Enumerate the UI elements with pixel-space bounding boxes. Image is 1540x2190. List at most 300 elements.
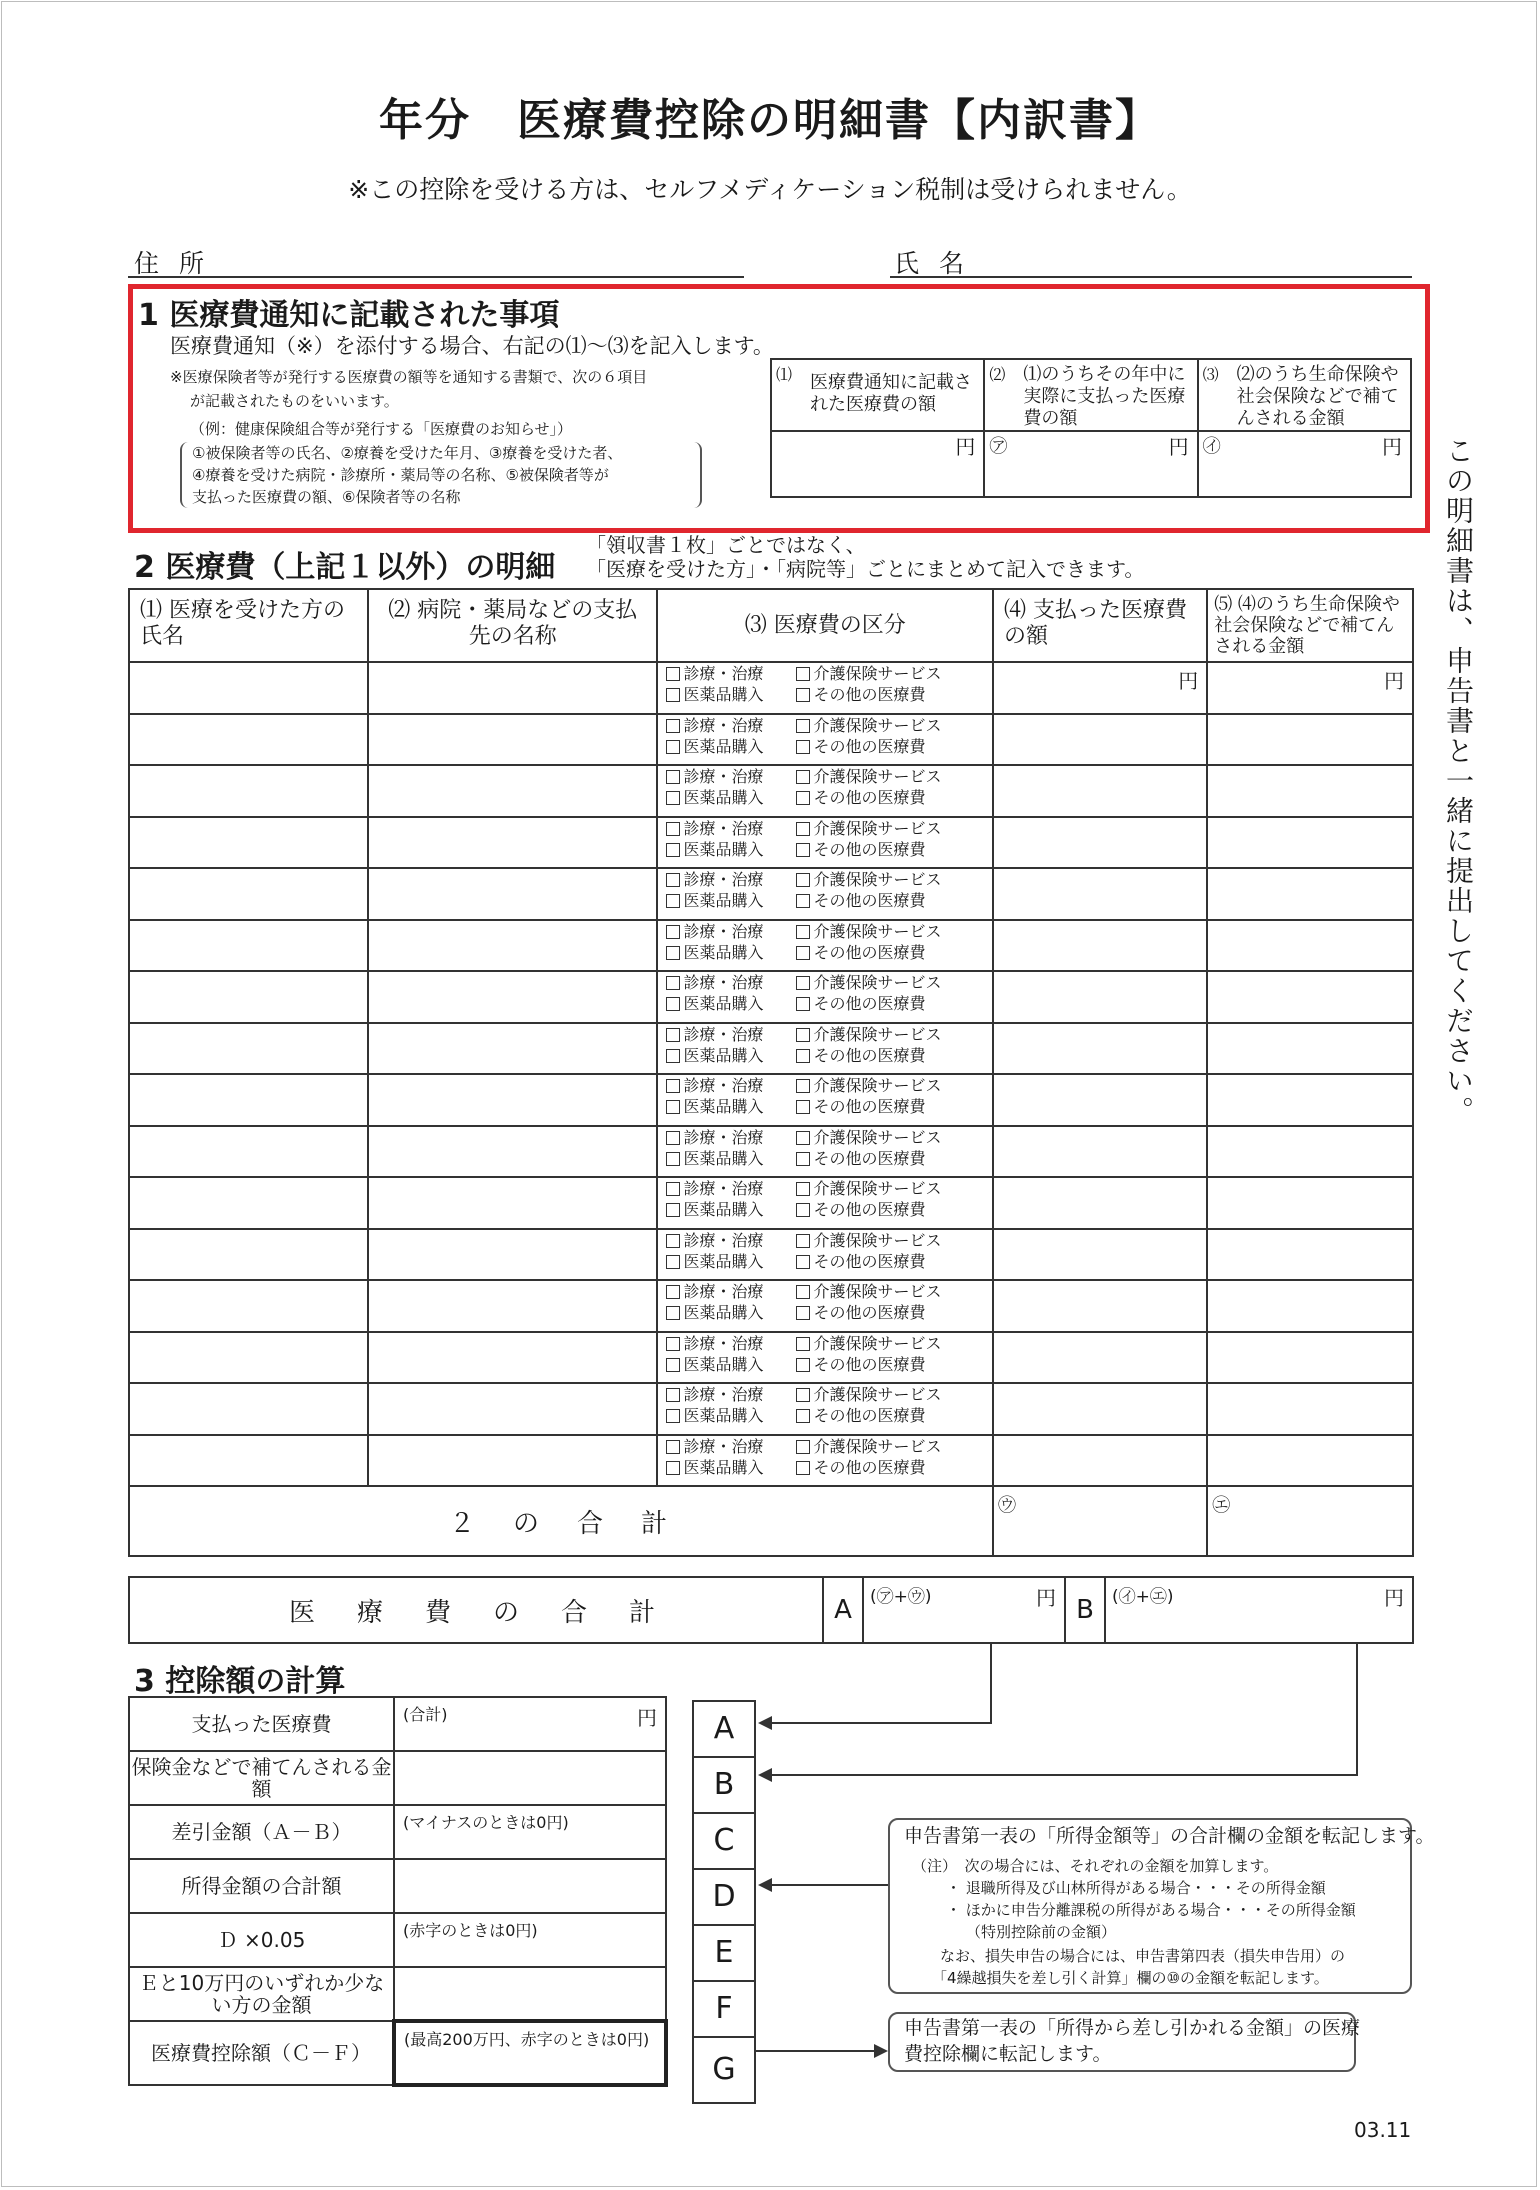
category-option[interactable]: [666, 1179, 763, 1198]
table-row: [129, 1177, 1413, 1229]
payee-name-cell[interactable]: [368, 1435, 657, 1487]
category-option[interactable]: [796, 716, 941, 735]
covered-amount-cell[interactable]: [1207, 1229, 1413, 1281]
checkbox-icon[interactable]: [666, 1440, 680, 1454]
paid-amount-cell[interactable]: [993, 765, 1207, 817]
table-row: [129, 1126, 1413, 1178]
category-label: 診療・治療: [683, 767, 764, 786]
checkbox-icon[interactable]: [796, 770, 810, 784]
grand-total-formula-a: (㋐+㋒): [870, 1587, 932, 1607]
category-option[interactable]: [666, 1385, 763, 1404]
table-row: [129, 714, 1413, 766]
patient-name-cell[interactable]: [129, 1383, 368, 1435]
category-option[interactable]: [796, 870, 941, 889]
category-label: 介護保険サービス: [813, 1024, 942, 1044]
checkbox-icon[interactable]: [796, 946, 810, 960]
category-label: 介護保険サービス: [813, 818, 942, 838]
category-label: 医薬品購入: [683, 994, 764, 1013]
checkbox-icon[interactable]: [666, 1409, 680, 1423]
patient-name-cell[interactable]: [129, 920, 368, 972]
checkbox-icon[interactable]: [666, 1337, 680, 1351]
covered-amount-cell[interactable]: [1207, 868, 1413, 920]
form-version: 03.11: [1354, 2118, 1412, 2142]
payee-name-cell[interactable]: [368, 1280, 657, 1332]
patient-name-cell[interactable]: [129, 1332, 368, 1384]
patient-name-cell[interactable]: [129, 1280, 368, 1332]
patient-name-cell[interactable]: [129, 1023, 368, 1075]
checkbox-icon[interactable]: [796, 894, 810, 908]
calc-row-hint: (マイナスのときは0円): [403, 1813, 569, 1832]
checkbox-icon[interactable]: [796, 688, 810, 702]
checkbox-icon[interactable]: [666, 1079, 680, 1093]
checkbox-icon[interactable]: [666, 843, 680, 857]
covered-amount-cell[interactable]: [1207, 1280, 1413, 1332]
category-option[interactable]: [796, 819, 941, 838]
calc-row-value[interactable]: [394, 2021, 666, 2085]
category-label: その他の医療費: [813, 1354, 926, 1374]
calc-row-hint: (合計): [403, 1705, 448, 1724]
category-option[interactable]: [666, 1200, 763, 1219]
checkbox-icon[interactable]: [796, 1255, 810, 1269]
category-option[interactable]: [796, 1303, 925, 1322]
category-option[interactable]: [796, 1437, 941, 1456]
category-option[interactable]: [796, 1046, 925, 1065]
connector-b-horizontal: [770, 1774, 1358, 1776]
checkbox-icon[interactable]: [796, 1131, 810, 1145]
s2-col1-header: ⑴ 医療を受けた方の氏名: [129, 589, 368, 662]
checkbox-icon[interactable]: [796, 822, 810, 836]
calc-row: [129, 1967, 666, 2021]
section1-note1: ※医療保険者等が発行する医療費の額等を通知する書類で、次の６項目: [170, 368, 648, 386]
calc-letter: C: [694, 1814, 754, 1870]
paid-amount-cell[interactable]: [993, 1126, 1207, 1178]
category-label: その他の医療費: [813, 1251, 926, 1271]
checkbox-icon[interactable]: [666, 1049, 680, 1063]
checkbox-icon[interactable]: [796, 791, 810, 805]
patient-name-cell[interactable]: [129, 662, 368, 714]
covered-amount-cell[interactable]: [1207, 920, 1413, 972]
category-label: 介護保険サービス: [813, 664, 942, 683]
grand-total-b-yen: 円: [1384, 1586, 1404, 1610]
paid-amount-cell[interactable]: [993, 662, 1207, 714]
patient-name-cell[interactable]: [129, 1074, 368, 1126]
category-option[interactable]: [666, 1355, 763, 1374]
category-label: 医薬品購入: [683, 839, 764, 859]
covered-amount-cell[interactable]: [1207, 817, 1413, 869]
category-option[interactable]: [796, 922, 941, 941]
s1-col1-label: 医療費通知に記載された医療費の額: [810, 372, 972, 415]
category-label: 医薬品購入: [683, 1200, 764, 1219]
calc-row-hint: (赤字のときは0円): [403, 1921, 538, 1940]
checkbox-icon[interactable]: [796, 1152, 810, 1166]
calc-row-hint: (最高200万円、赤字のときは0円): [404, 2030, 650, 2049]
category-option[interactable]: [796, 1458, 925, 1477]
checkbox-icon[interactable]: [796, 1028, 810, 1042]
payee-name-cell[interactable]: [368, 662, 657, 714]
category-option[interactable]: [796, 1179, 941, 1198]
checkbox-icon[interactable]: [796, 976, 810, 990]
section3-heading: 3 控除額の計算: [134, 1664, 346, 1699]
category-label: 医薬品購入: [683, 685, 764, 704]
checkbox-icon[interactable]: [796, 1306, 810, 1320]
category-option[interactable]: [796, 1355, 925, 1374]
category-option[interactable]: [796, 1406, 925, 1425]
patient-name-cell[interactable]: [129, 714, 368, 766]
checkbox-icon[interactable]: [796, 1388, 810, 1402]
payee-name-cell[interactable]: [368, 1177, 657, 1229]
category-option[interactable]: [796, 1128, 941, 1147]
category-label: 介護保険サービス: [813, 1385, 942, 1404]
paid-amount-cell[interactable]: [993, 971, 1207, 1023]
category-option[interactable]: [796, 840, 925, 859]
calc-row-value[interactable]: [394, 1859, 666, 1913]
s2-mark-u: ㋒: [997, 1495, 1016, 1516]
s1-col2-label: ⑴のうちその年中に実際に支払った医療費の額: [1023, 364, 1186, 429]
category-option[interactable]: [796, 1252, 925, 1271]
payee-name-cell[interactable]: [368, 1229, 657, 1281]
s2-col4-header: ⑷ 支払った医療費の額: [993, 589, 1207, 662]
category-option[interactable]: [666, 664, 763, 683]
checkbox-icon[interactable]: [666, 740, 680, 754]
checkbox-icon[interactable]: [796, 667, 810, 681]
category-option[interactable]: [666, 737, 763, 756]
calc-row: [129, 2021, 666, 2085]
calc-row-value[interactable]: [394, 1697, 666, 1751]
checkbox-icon[interactable]: [666, 1131, 680, 1145]
checkbox-icon[interactable]: [666, 688, 680, 702]
note-g-line2: 費控除欄に転記します。: [904, 2043, 1112, 2065]
category-option[interactable]: [796, 891, 925, 910]
payee-name-cell[interactable]: [368, 817, 657, 869]
calc-row-value[interactable]: [394, 1913, 666, 1967]
category-label: 診療・治療: [683, 973, 764, 992]
covered-amount-cell[interactable]: [1207, 1074, 1413, 1126]
calc-row: [129, 1859, 666, 1913]
checkbox-icon[interactable]: [666, 1028, 680, 1042]
category-option[interactable]: [796, 943, 925, 962]
category-option[interactable]: [796, 767, 941, 786]
connector-b-vertical: [1356, 1644, 1358, 1776]
category-label: 診療・治療: [683, 664, 764, 683]
grand-total-letter-b: B: [1065, 1577, 1105, 1643]
category-option[interactable]: [666, 1128, 763, 1147]
category-option[interactable]: [666, 1149, 763, 1168]
checkbox-icon[interactable]: [666, 1285, 680, 1299]
category-label: その他の医療費: [813, 1303, 926, 1322]
category-option[interactable]: [796, 664, 941, 683]
category-option[interactable]: [666, 767, 763, 786]
side-instruction: この明細書は、申告書と一緒に提出してください。: [1442, 436, 1475, 1126]
patient-name-cell[interactable]: [129, 765, 368, 817]
checkbox-icon[interactable]: [796, 1182, 810, 1196]
covered-amount-cell[interactable]: [1207, 1435, 1413, 1487]
checkbox-icon[interactable]: [666, 667, 680, 681]
payee-name-cell[interactable]: [368, 765, 657, 817]
grand-total-a-cell[interactable]: [863, 1577, 1065, 1643]
calc-row-label: 医療費控除額（Ｃ－Ｆ）: [129, 2021, 394, 2085]
section2-table: [128, 588, 1414, 1557]
paid-amount-cell[interactable]: [993, 1074, 1207, 1126]
checkbox-icon[interactable]: [796, 1358, 810, 1372]
checkbox-icon[interactable]: [666, 976, 680, 990]
category-cell: [657, 1229, 993, 1281]
payee-name-cell[interactable]: [368, 1332, 657, 1384]
checkbox-icon[interactable]: [666, 1388, 680, 1402]
checkbox-icon[interactable]: [796, 1049, 810, 1063]
category-option[interactable]: [666, 922, 763, 941]
grand-total-b-cell[interactable]: [1105, 1577, 1413, 1643]
payee-name-cell[interactable]: [368, 1383, 657, 1435]
checkbox-icon[interactable]: [666, 1358, 680, 1372]
category-option[interactable]: [796, 1149, 925, 1168]
patient-name-cell[interactable]: [129, 971, 368, 1023]
category-option[interactable]: [666, 1406, 763, 1425]
category-option[interactable]: [666, 1252, 763, 1271]
checkbox-icon[interactable]: [666, 770, 680, 784]
section1-note3: （例：健康保険組合等が発行する「医療費のお知らせ」）: [190, 420, 573, 438]
patient-name-cell[interactable]: [129, 1229, 368, 1281]
calc-row-label: Ｅと10万円のいずれか少ない方の金額: [129, 1967, 394, 2021]
payee-name-cell[interactable]: [368, 1126, 657, 1178]
category-option[interactable]: [666, 1282, 763, 1301]
covered-amount-cell[interactable]: [1207, 714, 1413, 766]
paid-amount-cell[interactable]: [993, 920, 1207, 972]
covered-amount-cell[interactable]: [1207, 1023, 1413, 1075]
patient-name-cell[interactable]: [129, 817, 368, 869]
checkbox-icon[interactable]: [796, 925, 810, 939]
payee-name-cell[interactable]: [368, 868, 657, 920]
paid-amount-cell[interactable]: [993, 868, 1207, 920]
category-label: 介護保険サービス: [813, 715, 942, 735]
table-row: [129, 817, 1413, 869]
calc-row: [129, 1697, 666, 1751]
payee-name-cell[interactable]: [368, 714, 657, 766]
connector-a-horizontal: [770, 1722, 992, 1724]
section1-items-line3: 支払った医療費の額、⑥保険者等の名称: [192, 488, 461, 506]
paid-amount-cell[interactable]: [993, 714, 1207, 766]
calc-row-value[interactable]: [394, 1751, 666, 1805]
category-option[interactable]: [666, 788, 763, 807]
category-label: その他の医療費: [813, 1148, 926, 1168]
calc-row-value[interactable]: [394, 1805, 666, 1859]
checkbox-icon[interactable]: [666, 946, 680, 960]
category-option[interactable]: [796, 1282, 941, 1301]
category-label: 介護保険サービス: [813, 1127, 942, 1147]
paid-amount-cell[interactable]: [993, 1023, 1207, 1075]
checkbox-icon[interactable]: [796, 1100, 810, 1114]
category-option[interactable]: [796, 788, 925, 807]
payee-name-cell[interactable]: [368, 971, 657, 1023]
page-title: 年分 医療費控除の明細書【内訳書】: [379, 95, 1161, 146]
checkbox-icon[interactable]: [666, 873, 680, 887]
section3-letter-column: [692, 1700, 756, 2104]
category-option[interactable]: [796, 1025, 941, 1044]
connector-d: [770, 1884, 888, 1886]
section1-instruction: 医療費通知（※）を添付する場合、右記の⑴〜⑶を記入します。: [170, 334, 774, 358]
checkbox-icon[interactable]: [796, 1203, 810, 1217]
category-option[interactable]: [666, 716, 763, 735]
checkbox-icon[interactable]: [666, 1234, 680, 1248]
category-option[interactable]: [796, 1385, 941, 1404]
checkbox-icon[interactable]: [796, 1409, 810, 1423]
paid-amount-cell[interactable]: [993, 1435, 1207, 1487]
checkbox-icon[interactable]: [666, 791, 680, 805]
checkbox-icon[interactable]: [666, 1255, 680, 1269]
category-option[interactable]: [666, 1458, 763, 1477]
covered-amount-cell[interactable]: [1207, 765, 1413, 817]
category-option[interactable]: [666, 973, 763, 992]
covered-amount-cell[interactable]: [1207, 1177, 1413, 1229]
category-cell: [657, 1332, 993, 1384]
checkbox-icon[interactable]: [796, 997, 810, 1011]
category-label: その他の医療費: [813, 736, 926, 756]
checkbox-icon[interactable]: [796, 1285, 810, 1299]
category-option[interactable]: [666, 994, 763, 1013]
category-label: 医薬品購入: [683, 1303, 764, 1322]
covered-amount-cell[interactable]: [1207, 1126, 1413, 1178]
category-label: 診療・治療: [683, 1282, 764, 1301]
checkbox-icon[interactable]: [666, 997, 680, 1011]
table-row: [129, 1280, 1413, 1332]
checkbox-icon[interactable]: [666, 1152, 680, 1166]
s1-amount3-yen: 円: [1382, 435, 1402, 459]
s2-total-covered-cell[interactable]: [1207, 1486, 1413, 1556]
paid-amount-cell[interactable]: [993, 1280, 1207, 1332]
category-label: その他の医療費: [813, 1406, 926, 1425]
paid-amount-cell[interactable]: [993, 1229, 1207, 1281]
checkbox-icon[interactable]: [796, 1337, 810, 1351]
category-option[interactable]: [796, 737, 925, 756]
patient-name-cell[interactable]: [129, 1126, 368, 1178]
checkbox-icon[interactable]: [796, 719, 810, 733]
category-cell: [657, 1383, 993, 1435]
checkbox-icon[interactable]: [666, 1203, 680, 1217]
grand-total-table: [128, 1576, 1414, 1644]
category-label: 医薬品購入: [683, 1251, 764, 1271]
covered-amount-cell[interactable]: [1207, 1383, 1413, 1435]
category-option[interactable]: [666, 1076, 763, 1095]
checkbox-icon[interactable]: [796, 1440, 810, 1454]
payee-name-cell[interactable]: [368, 920, 657, 972]
category-option[interactable]: [666, 870, 763, 889]
patient-name-cell[interactable]: [129, 868, 368, 920]
category-option[interactable]: [666, 685, 763, 704]
arrow-a-icon: [758, 1716, 772, 1730]
paid-amount-cell[interactable]: [993, 1332, 1207, 1384]
note-d-line2: ・ 退職所得及び山林所得がある場合・・・その所得金額: [946, 1879, 1326, 1897]
address-field-line[interactable]: [128, 276, 744, 278]
category-cell: [657, 1126, 993, 1178]
calc-row-label: 保険金などで補てんされる金額: [129, 1751, 394, 1805]
category-label: 医薬品購入: [683, 1148, 764, 1168]
category-option[interactable]: [666, 1025, 763, 1044]
category-label: その他の医療費: [813, 1200, 926, 1219]
checkbox-icon[interactable]: [666, 1100, 680, 1114]
checkbox-icon[interactable]: [666, 1182, 680, 1196]
patient-name-cell[interactable]: [129, 1177, 368, 1229]
category-option[interactable]: [666, 1437, 763, 1456]
checkbox-icon[interactable]: [666, 894, 680, 908]
s2-total-amount-cell[interactable]: [993, 1486, 1207, 1556]
note-d-title: 申告書第一表の「所得金額等」の合計欄の金額を転記します。: [904, 1825, 1435, 1847]
category-option[interactable]: [796, 973, 941, 992]
checkbox-icon[interactable]: [666, 925, 680, 939]
note-g-line1: 申告書第一表の「所得から差し引かれる金額」の医療: [904, 2017, 1361, 2039]
paid-amount-cell[interactable]: [993, 817, 1207, 869]
checkbox-icon[interactable]: [796, 1461, 810, 1475]
category-option[interactable]: [796, 1076, 941, 1095]
category-option[interactable]: [796, 1334, 941, 1353]
covered-amount-cell[interactable]: [1207, 1332, 1413, 1384]
checkbox-icon[interactable]: [666, 1461, 680, 1475]
category-label: 介護保険サービス: [813, 870, 942, 889]
category-option[interactable]: [796, 1231, 941, 1250]
category-option[interactable]: [796, 1097, 925, 1116]
category-option[interactable]: [796, 1200, 925, 1219]
section1-note2: が記載されたものをいいます。: [190, 392, 399, 410]
section1-heading: 1 医療費通知に記載された事項: [138, 298, 560, 333]
category-option[interactable]: [666, 891, 763, 910]
category-option[interactable]: [666, 943, 763, 962]
category-label: その他の医療費: [813, 839, 926, 859]
covered-amount-cell[interactable]: [1207, 971, 1413, 1023]
category-option[interactable]: [666, 1334, 763, 1353]
paid-amount-cell[interactable]: [993, 1383, 1207, 1435]
category-label: その他の医療費: [813, 942, 926, 962]
checkbox-icon[interactable]: [796, 873, 810, 887]
category-label: その他の医療費: [813, 685, 926, 704]
checkbox-icon[interactable]: [666, 719, 680, 733]
category-label: 医薬品購入: [683, 891, 764, 910]
category-label: その他の医療費: [813, 1045, 926, 1065]
calc-letter: D: [694, 1870, 754, 1926]
category-label: その他の医療費: [813, 994, 926, 1013]
category-option[interactable]: [666, 1231, 763, 1250]
category-label: 診療・治療: [683, 715, 764, 735]
calc-row-value[interactable]: [394, 1967, 666, 2021]
note-d-line5: なお、損失申告の場合には、申告書第四表（損失申告用）の: [940, 1947, 1346, 1965]
category-option[interactable]: [666, 1097, 763, 1116]
yen-unit: 円: [637, 1706, 657, 1730]
checkbox-icon[interactable]: [796, 740, 810, 754]
category-option[interactable]: [666, 1303, 763, 1322]
category-cell: [657, 817, 993, 869]
checkbox-icon[interactable]: [796, 1234, 810, 1248]
category-option[interactable]: [666, 840, 763, 859]
paid-amount-cell[interactable]: [993, 1177, 1207, 1229]
category-option[interactable]: [666, 819, 763, 838]
covered-amount-cell[interactable]: [1207, 662, 1413, 714]
category-label: 診療・治療: [683, 1024, 764, 1044]
category-option[interactable]: [796, 994, 925, 1013]
category-option[interactable]: [666, 1046, 763, 1065]
category-label: その他の医療費: [813, 1457, 926, 1477]
checkbox-icon[interactable]: [796, 1079, 810, 1093]
checkbox-icon[interactable]: [796, 843, 810, 857]
payee-name-cell[interactable]: [368, 1074, 657, 1126]
category-label: 診療・治療: [683, 1230, 764, 1250]
name-field-line[interactable]: [890, 276, 1412, 278]
note-d-line4: （特別控除前の金額）: [966, 1923, 1117, 1941]
payee-name-cell[interactable]: [368, 1023, 657, 1075]
patient-name-cell[interactable]: [129, 1435, 368, 1487]
checkbox-icon[interactable]: [666, 1306, 680, 1320]
checkbox-icon[interactable]: [666, 822, 680, 836]
category-option[interactable]: [796, 685, 925, 704]
category-label: 介護保険サービス: [813, 973, 942, 992]
s2-col3-header: ⑶ 医療費の区分: [657, 589, 993, 662]
category-label: 介護保険サービス: [813, 767, 942, 786]
